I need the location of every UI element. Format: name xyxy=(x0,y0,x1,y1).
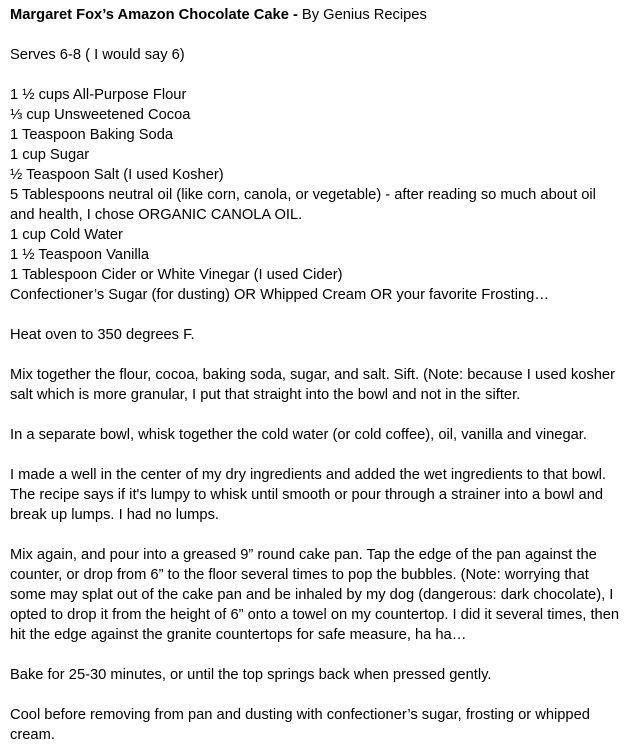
ingredient-line-cocoa: ⅓ cup Unsweetened Cocoa xyxy=(10,107,191,123)
ingredient-line-cold-water: 1 cup Cold Water xyxy=(10,227,123,243)
step-bake: Bake for 25-30 minutes, or until the top springs back when pressed gently. xyxy=(10,667,492,683)
recipe-title xyxy=(10,5,622,25)
step-combine: I made a well in the center of my dry ingredients and added the wet ingredients to that bowl. The recipe says if it's lumpy to whisk until smooth or pour through a strainer into a bowl and break up lumps. I had no lumps. xyxy=(10,467,607,523)
ingredient-line-frosting: Confectioner’s Sugar (for dusting) OR Whipped Cream OR your favorite Frosting… xyxy=(10,287,550,303)
serves-line: Serves 6-8 ( I would say 6) xyxy=(10,47,185,63)
ingredients-list xyxy=(10,85,622,305)
ingredient-line-vanilla: 1 ½ Teaspoon Vanilla xyxy=(10,247,150,263)
ingredient-line-flour: 1 ½ cups All-Purpose Flour xyxy=(10,87,187,103)
ingredient-line-sugar: 1 cup Sugar xyxy=(10,147,90,163)
ingredient-line-baking-soda: 1 Teaspoon Baking Soda xyxy=(10,127,174,143)
step-pour-pan: Mix again, and pour into a greased 9” round cake pan. Tap the edge of the pan against the counter, or drop from 6” to the floor several times to pop the bubbles. (Note: worrying that some may splat out of the cake pan and be inhaled by my dog (dangerous: dark chocolate), I opted to drop it from the height of 6” onto a towel on my countertop. I did it several times, then hit the edge against the granite countertops for safe measure, ha ha… xyxy=(10,547,620,643)
step-mix-dry: Mix together the flour, cocoa, baking soda, sugar, and salt. Sift. (Note: because I used kosher salt which is more granular, I put that straight into the bowl and not in the sifter. xyxy=(10,367,615,403)
ingredient-line-salt: ½ Teaspoon Salt (I used Kosher) xyxy=(10,167,224,183)
ingredient-line-oil: 5 Tablespoons neutral oil (like corn, canola, or vegetable) - after reading so much about oil and health, I chose ORGANIC CANOLA OIL. xyxy=(10,187,596,223)
step-cool: Cool before removing from pan and dusting with confectioner’s sugar, frosting or whipped cream. xyxy=(10,707,590,743)
step-whisk-wet: In a separate bowl, whisk together the cold water (or cold coffee), oil, vanilla and vinegar. xyxy=(10,427,587,443)
recipe-title-text: Margaret Fox’s Amazon Chocolate Cake - xyxy=(10,7,302,23)
ingredient-line-vinegar: 1 Tablespoon Cider or White Vinegar (I used Cider) xyxy=(10,267,343,283)
recipe-title-byline: By Genius Recipes xyxy=(301,7,427,23)
step-heat-oven: Heat oven to 350 degrees F. xyxy=(10,327,195,343)
